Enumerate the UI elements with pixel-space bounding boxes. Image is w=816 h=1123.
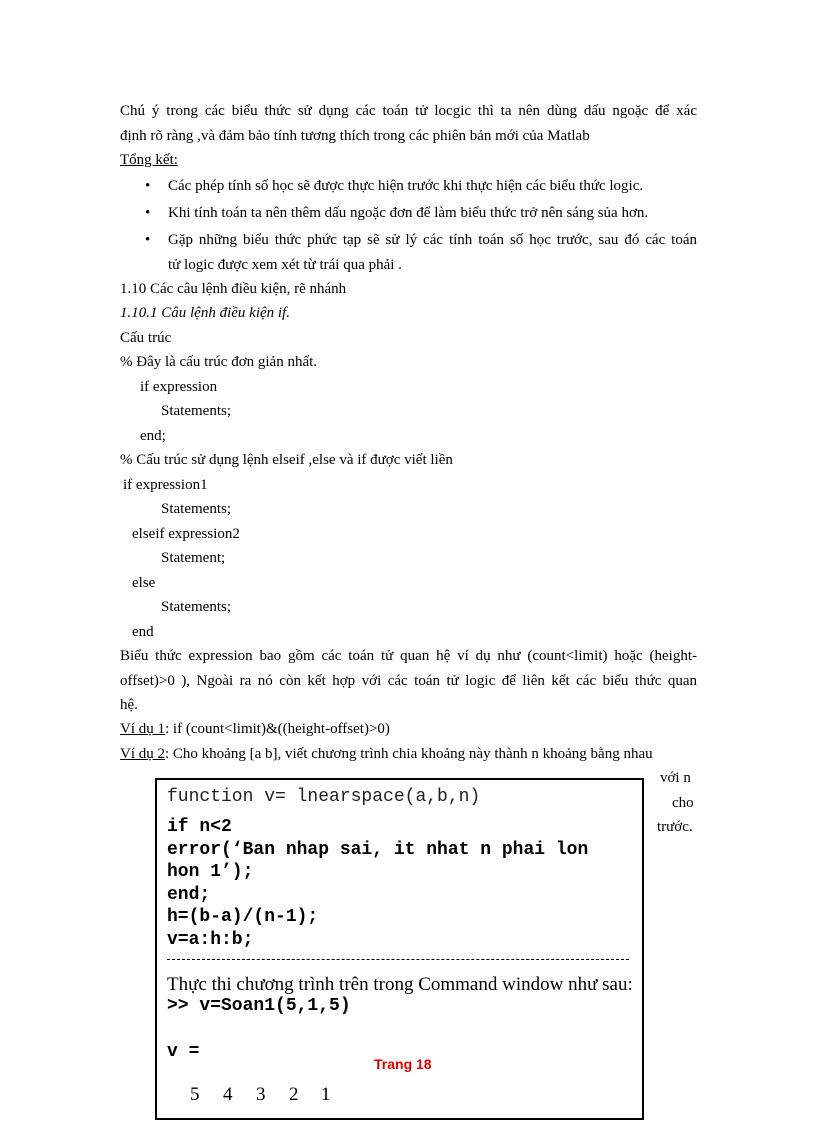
section-title: 1.10 Các câu lệnh điều kiện, rẽ nhánh [120, 281, 347, 297]
code-if: if expression [140, 379, 218, 395]
example-1-text: : if (count<limit)&((height-offset)>0) [165, 721, 390, 737]
structure-label: Cấu trúc [120, 330, 172, 346]
result-label: v = [167, 1042, 200, 1062]
summary-bullet-2: Khi tính toán ta nên thêm dấu ngoặc đơn để làm biểu thức trở nên sáng sủa hơn. [168, 205, 649, 221]
intro-line-1: Chú ý trong các biểu thức sử dụng các toán tử locgic thì ta nên dùng dấu ngoặc để xác [120, 103, 697, 119]
example-1 [120, 722, 390, 737]
explanation-line-3: hệ. [120, 697, 138, 713]
code-line-v: v=a:h:b; [167, 930, 254, 950]
code-end-2: end [132, 624, 154, 640]
page-number: Trang 18 [374, 1056, 432, 1072]
code-line-h: h=(b-a)/(n-1); [167, 907, 319, 927]
example-1-label: Ví dụ 1 [120, 721, 165, 737]
code-line-error-cont: hon 1’); [167, 862, 254, 882]
code-line-end: end; [167, 885, 211, 905]
result-value-5: 1 [321, 1084, 331, 1105]
code-statement-3: Statement; [161, 550, 226, 566]
code-statements-1: Statements; [161, 403, 231, 419]
code-statements-2: Statements; [161, 501, 231, 517]
intro-line-2: định rõ ràng ,và đảm bảo tính tương thích trong các phiên bản mới của Matlab [120, 128, 590, 144]
result-value-3: 3 [256, 1084, 266, 1105]
run-text: Thực thi chương trình trên trong Command window như sau: [167, 974, 633, 995]
example-2-wrap-1: với n [660, 770, 691, 786]
command-line: >> v=Soan1(5,1,5) [167, 996, 351, 1016]
summary-heading: Tổng kết: [120, 152, 178, 168]
example-2-label: Ví dụ 2 [120, 746, 165, 762]
example-2-wrap-3: trước. [657, 819, 693, 835]
explanation-line-1: Biểu thức expression bao gồm các toán tử quan hệ ví dụ như (count<limit) hoặc (height- [120, 648, 697, 664]
result-value-1: 5 [190, 1084, 200, 1105]
example-2-text: : Cho khoảng [a b], viết chương trình chia khoảng này thành n khoảng bằng nhau [165, 746, 653, 762]
example-2 [120, 747, 653, 762]
code-statements-4: Statements; [161, 599, 231, 615]
section-subtitle: 1.10.1 Câu lệnh điều kiện if. [120, 305, 290, 321]
explanation-line-2: offset)>0 ), Ngoài ra nó còn kết hợp với các toán tử logic để liên kết các biểu thức quan [120, 673, 697, 689]
code-if-2: if expression1 [123, 477, 208, 493]
bullet-icon: • [145, 205, 151, 221]
code-elseif: elseif expression2 [132, 526, 240, 542]
result-value-2: 4 [223, 1084, 233, 1105]
summary-bullet-3-cont: tử logic được xem xét từ trái qua phải . [168, 257, 402, 273]
code-end-1: end; [140, 428, 166, 444]
summary-bullet-3: Gặp những biểu thức phức tạp sẽ sử lý các tính toán số học trước, sau đó các toán [168, 232, 697, 248]
code-line-function: function v= lnearspace(a,b,n) [167, 787, 481, 807]
comment-2: % Cấu trúc sử dụng lệnh elseif ,else và if được viết liền [120, 452, 453, 468]
code-line-error: error(‘Ban nhap sai, it nhat n phai lon [167, 840, 589, 860]
example-2-wrap-2: cho [672, 795, 694, 811]
bullet-icon: • [145, 232, 151, 248]
comment-1: % Đây là cấu trúc đơn giản nhất. [120, 354, 318, 370]
bullet-icon: • [145, 178, 151, 194]
result-value-4: 2 [289, 1084, 299, 1105]
summary-bullet-1: Các phép tính số học sẽ được thực hiện trước khi thực hiện các biểu thức logic. [168, 178, 644, 194]
code-line-if: if n<2 [167, 817, 232, 837]
dashed-divider [167, 959, 629, 960]
code-else: else [132, 575, 156, 591]
